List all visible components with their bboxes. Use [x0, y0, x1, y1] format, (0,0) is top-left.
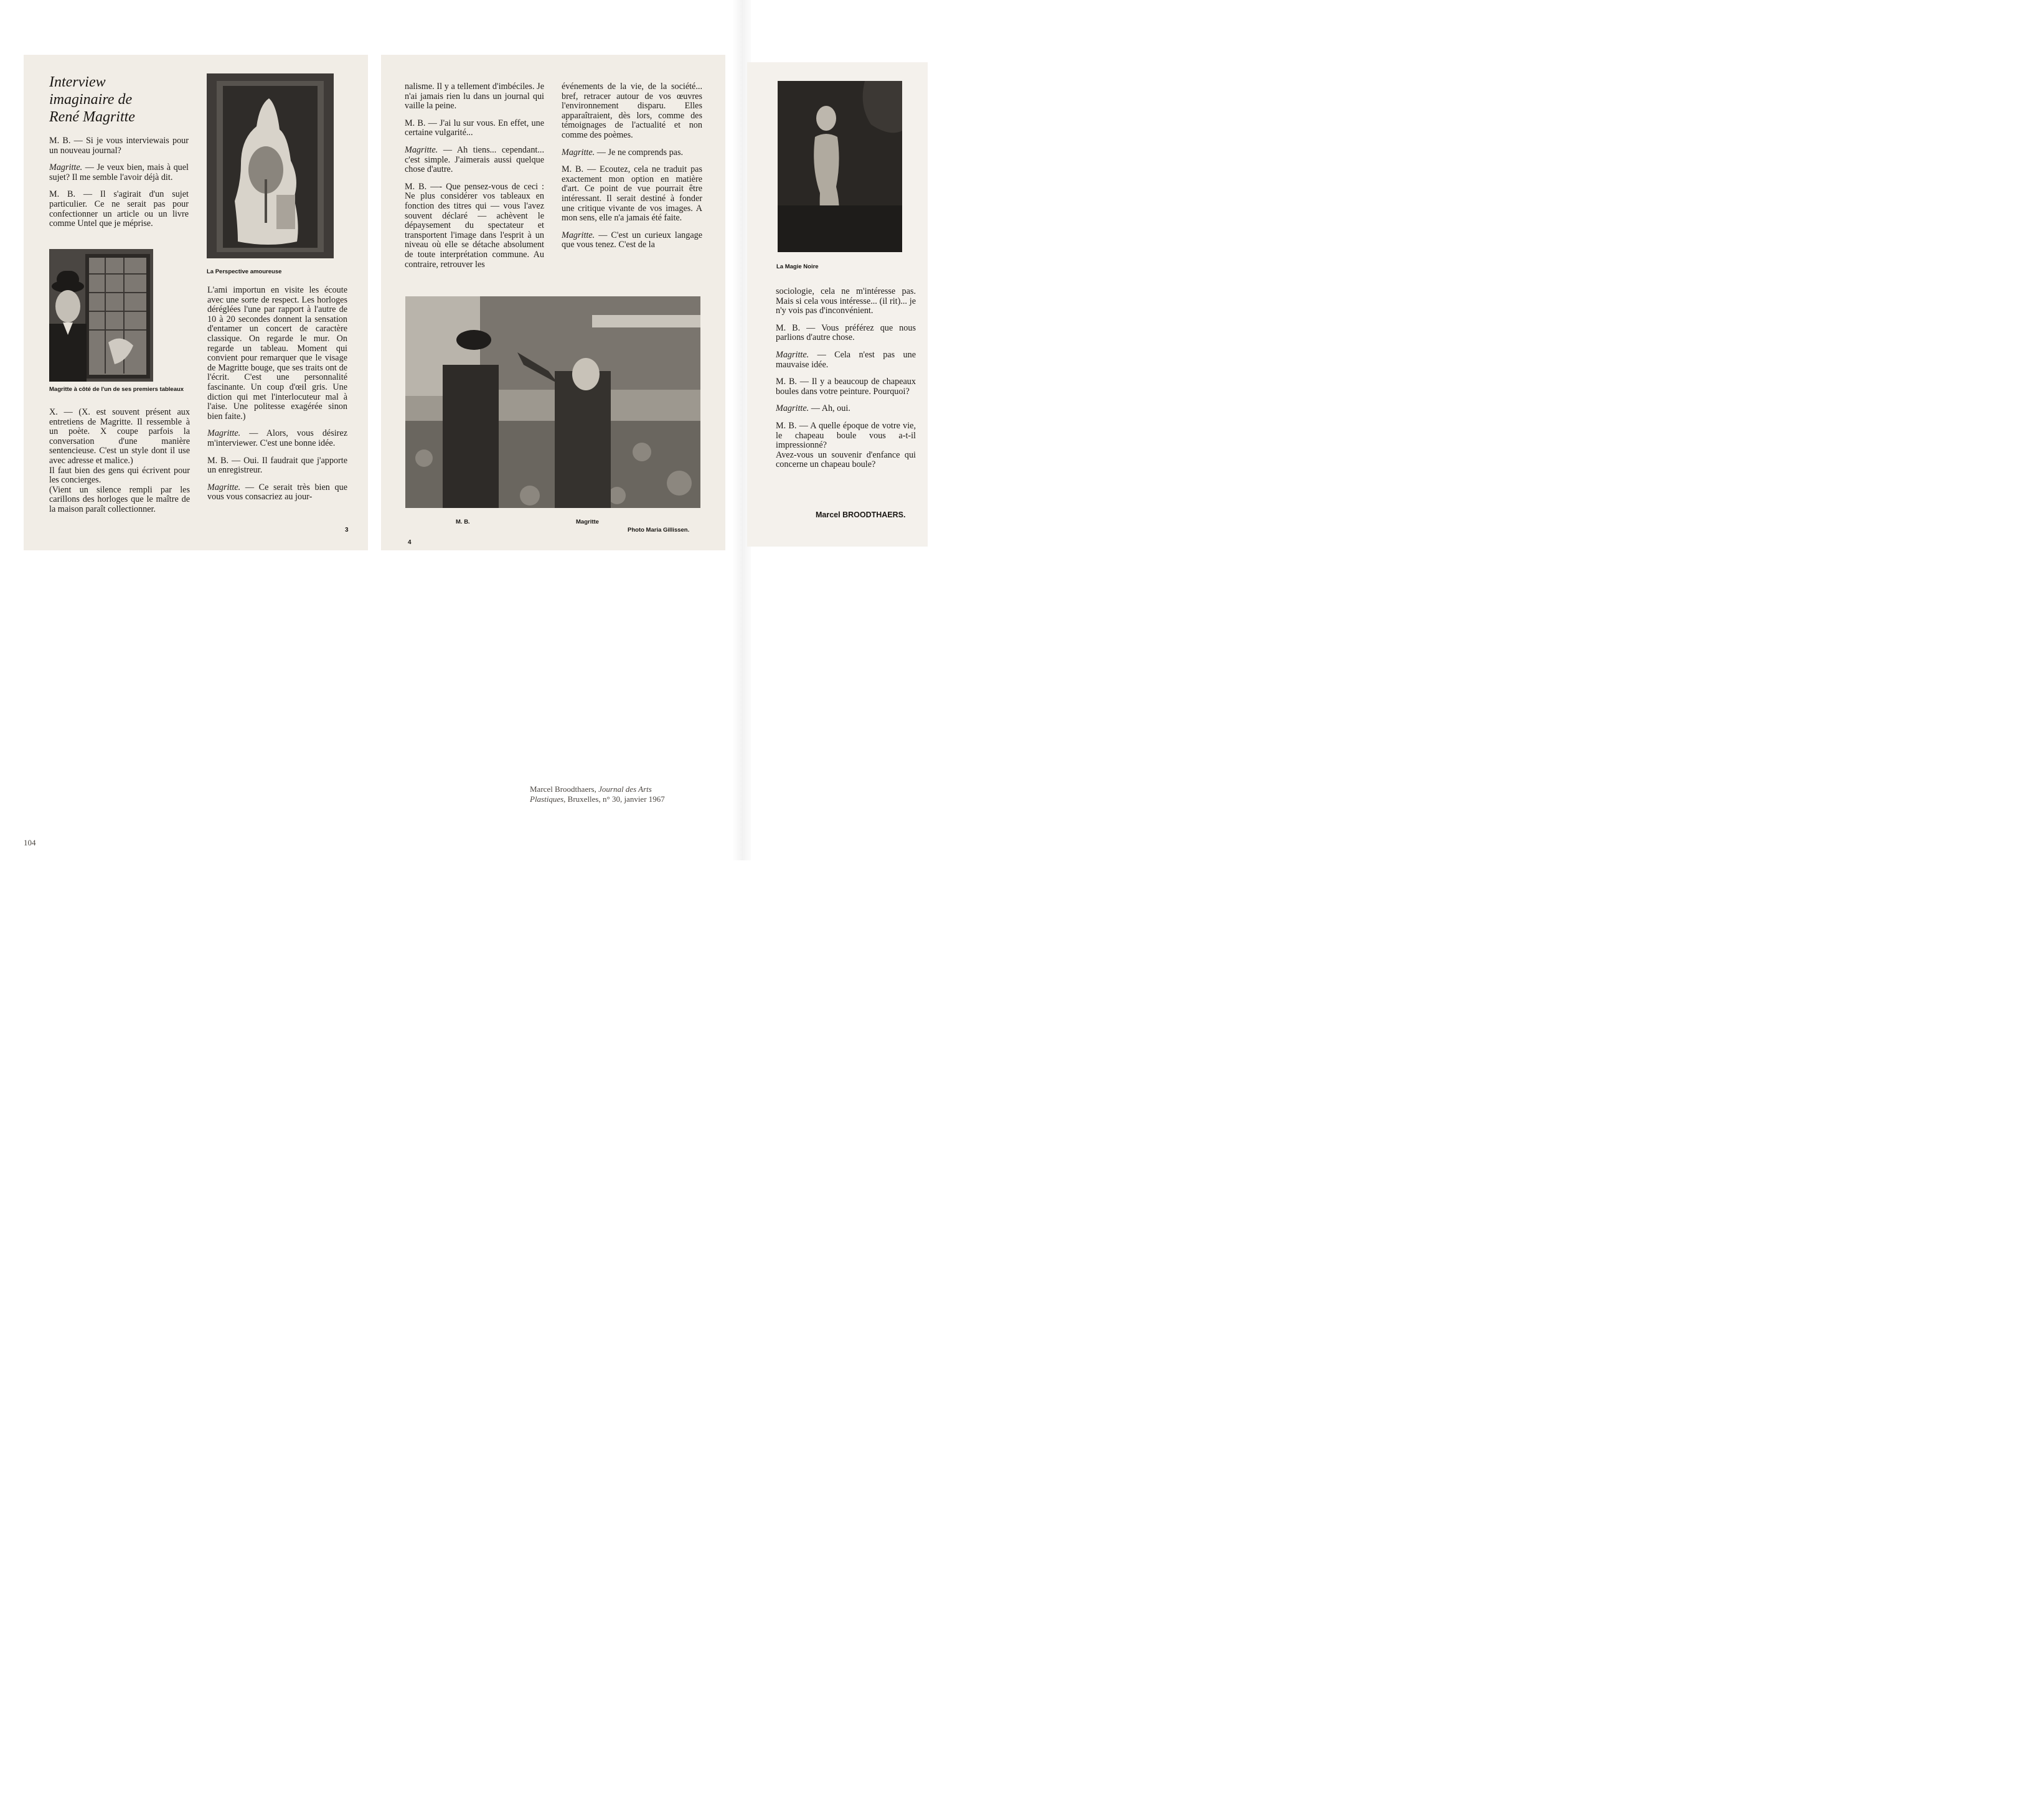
paragraph: Magritte. — Ah, oui. [776, 403, 850, 414]
speaker-magritte: Magritte. [49, 162, 83, 173]
caption-la-magie-noire: La Magie Noire [776, 263, 819, 270]
speaker-magritte: Magritte. [562, 147, 595, 158]
page3-column1-bottom [49, 408, 190, 515]
paragraph: M. B. — Il s'agirait d'un sujet particulier. Ce ne serait pas pour confectionner un article ou un livre comme Untel que je méprise. [49, 189, 189, 229]
caption-magritte: Magritte [576, 519, 599, 525]
paragraph: M. B. —- Que pensez-vous de ceci : Ne plus considérer vos tableaux en fonction des titres qui — vous l'avez souvent déclaré — achèvent le dépaysement du spectateur et transportent l'image dans l'esprit à un niveau où elle se détache absolument de toute interprétation commune. Au contraire, retrouver les [405, 181, 544, 270]
article-title [49, 73, 186, 126]
page3-column2 [207, 286, 347, 510]
photo-la-magie-noire [778, 81, 902, 252]
paragraph: Avez-vous un souvenir d'enfance qui concerne un chapeau boule? [776, 449, 916, 470]
page-number-3: 3 [345, 527, 349, 534]
citation-journal: Journal des Arts Plastiques [530, 784, 652, 804]
caption-mb: M. B. [456, 519, 470, 525]
paragraph: M. B. — A quelle époque de votre vie, le chapeau boule vous a-t-il impressionné? [776, 420, 916, 451]
paragraph: nalisme. Il y a tellement d'imbéciles. Je n'ai jamais rien lu dans un journal qui vaille la peine. [405, 82, 544, 111]
author-signature: Marcel BROODTHAERS. [816, 510, 906, 519]
paragraph: L'ami importun en visite les écoute avec une sorte de respect. Les horloges déréglées l'une par rapport à l'autre de 10 à 20 secondes donnent la sensation d'entamer un concert de caractère classique. On regarde le mur. On regarde un tableau. Moment qui convient pour remarquer que le visage de Magritte bouge, que ses traits ont de l'écrit. C'est une personnalité fascinante. Un coup d'œil gris. Une diction qui met l'interlocuteur mal à l'aise. Une politesse exagérée sinon bien faite.) [207, 285, 347, 421]
paragraph: (Vient un silence rempli par les carillons des horloges que le maître de la maison paraît collectionner. [49, 484, 190, 514]
paragraph: Magritte. — Je veux bien, mais à quel sujet? Il me semble l'avoir déjà dit. [49, 162, 189, 182]
citation-details: , Bruxelles, n° 30, janvier 1967 [563, 794, 665, 804]
paragraph: M. B. — J'ai lu sur vous. En effet, une certaine vulgarité... [405, 118, 544, 138]
title-line-1: Interview [49, 74, 106, 90]
book-page-number: 104 [24, 838, 36, 847]
speaker-magritte: Magritte. [207, 482, 241, 492]
paragraph: M. B. — Il y a beaucoup de chapeaux boules dans votre peinture. Pourquoi? [776, 377, 916, 397]
page4-column2 [562, 82, 702, 250]
speaker-magritte: Magritte. [776, 349, 809, 360]
photo-mb-and-magritte [405, 296, 700, 508]
paragraph: Magritte. — Ah tiens... cependant... c'est simple. J'aimerais aussi quelque chose d'autre. [405, 144, 544, 175]
halftone-painting-image [207, 73, 334, 258]
paragraph: Magritte. — Alors, vous désirez m'interviewer. C'est une bonne idée. [207, 428, 347, 448]
halftone-nude-painting [778, 81, 902, 252]
speaker-magritte: Magritte. [207, 428, 241, 439]
caption-photo-credit: Photo Maria Gillissen. [628, 527, 690, 534]
title-line-3: René Magritte [49, 109, 135, 125]
speaker-magritte: Magritte. [562, 230, 595, 240]
paragraph: Magritte. — Ce serait très bien que vous vous consacriez au jour- [207, 482, 347, 502]
title-line-2: imaginaire de [49, 92, 133, 108]
paragraph: M. B. — Vous préférez que nous parlions d'autre chose. [776, 322, 916, 343]
photo-magritte-with-painting [49, 249, 153, 382]
paragraph: Magritte. — C'est un curieux langage que vous tenez. C'est de la [562, 230, 703, 250]
paragraph: Magritte. — Cela n'est pas une mauvaise idée. [776, 349, 916, 370]
paragraph: Magritte. — Je ne comprends pas. [562, 147, 684, 158]
paragraph: M. B. — Oui. Il faudrait que j'apporte un enregistreur. [207, 455, 347, 476]
caption-magritte-with-painting: Magritte à côté de l'un de ses premiers tableaux [49, 386, 184, 393]
citation-author: Marcel Broodthaers, [530, 784, 599, 794]
page-number-4: 4 [408, 539, 412, 546]
speaker-magritte: Magritte. [776, 403, 809, 414]
paragraph: M. B. — Ecoutez, cela ne traduit pas exactement mon option en matière d'art. Ce point de vue pourrait être intéressant. Il serait destiné à fonder une critique vivante de vos images. A mon sens, elle n'a jamais été faite. [562, 164, 702, 223]
paragraph: sociologie, cela ne m'intéresse pas. Mais si cela vous intéresse... (il rit)... je n'y vois pas d'inconvénient. [776, 286, 916, 316]
page3-column1-top [49, 136, 189, 237]
page5-column [776, 287, 916, 470]
speaker-magritte: Magritte. [405, 144, 438, 155]
halftone-photo-image [49, 249, 153, 382]
paragraph: Il faut bien des gens qui écrivent pour les concierges. [49, 465, 190, 486]
page4-column1 [405, 82, 544, 270]
caption-la-perspective-amoureuse: La Perspective amoureuse [207, 268, 282, 275]
source-citation [530, 784, 685, 804]
photo-la-perspective-amoureuse [207, 73, 334, 258]
halftone-street-photo [405, 296, 700, 508]
paragraph: X. — (X. est souvent présent aux entretiens de Magritte. Il ressemble à un poète. X coupe parfois la conversation d'une manière sentencieuse. C'est un style dont il use avec adresse et malice.) [49, 407, 190, 466]
paragraph: M. B. — Si je vous interviewais pour un nouveau journal? [49, 136, 189, 156]
paragraph: événements de la vie, de la société... bref, retracer autour de vos œuvres l'environnement disparu. Elles apparaîtraient, dès lors, comme des témoignages de l'actualité et non comme des poèmes. [562, 82, 702, 140]
